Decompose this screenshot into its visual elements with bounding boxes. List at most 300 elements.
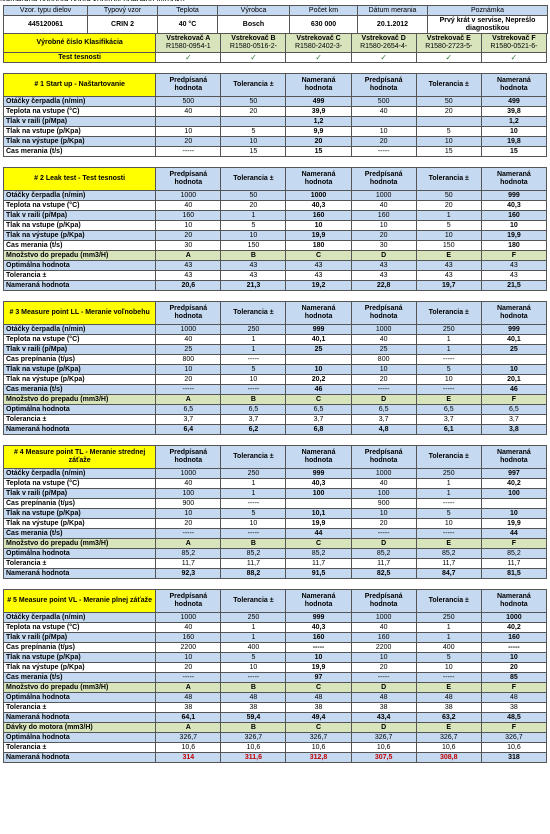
value-cell: 25	[156, 345, 221, 355]
value-cell: 250	[416, 613, 481, 623]
injector-header-cell	[221, 34, 286, 53]
row-label: Tlak na vstupe (p/Kpa)	[4, 365, 156, 375]
value-cell: 19,9	[286, 663, 351, 673]
value-cell: 20	[156, 663, 221, 673]
info-header-row	[4, 6, 548, 16]
optimal-value: 48	[286, 693, 351, 703]
value-cell: 40,1	[286, 335, 351, 345]
value-cell: 20	[221, 201, 286, 211]
column-header: Nameraná hodnota	[286, 590, 351, 613]
value-cell: 20	[351, 519, 416, 529]
value-cell: 20,2	[286, 375, 351, 385]
measured-value: 84,7	[416, 569, 481, 579]
dose-optimal-row	[4, 733, 547, 743]
row-label: Tlak v raili (p/Mpa)	[4, 633, 156, 643]
measurement-row	[4, 519, 547, 529]
flow-optimal-row	[4, 549, 547, 559]
value-cell: 999	[481, 325, 546, 335]
optimal-value: 85,2	[481, 549, 546, 559]
value-cell: 10	[416, 663, 481, 673]
measurement-row	[4, 479, 547, 489]
value-cell: 40	[156, 201, 221, 211]
value-cell: 20	[351, 231, 416, 241]
injector-letter: C	[286, 683, 351, 693]
injector-code: R1580-0954-1	[165, 43, 211, 50]
spacer-cell	[416, 579, 481, 590]
value-cell: 900	[351, 499, 416, 509]
column-header: Predpísaná hodnota	[351, 590, 416, 613]
value-cell: 46	[481, 385, 546, 395]
injector-name: Vstrekovač A	[166, 35, 211, 42]
row-label: Čas merania (t/s)	[4, 147, 156, 157]
spacer-cell	[156, 435, 221, 446]
spacer-cell	[286, 63, 351, 74]
injector-letter: B	[221, 683, 286, 693]
column-header: Predpísaná hodnota	[351, 302, 416, 325]
row-label: Teplota na vstupe (°C)	[4, 479, 156, 489]
column-header: Nameraná hodnota	[481, 590, 546, 613]
leak-test-check-row	[4, 53, 547, 63]
measured-value: 6,8	[286, 425, 351, 435]
injector-code: R1580-2654-4-	[360, 43, 408, 50]
value-cell: 1000	[351, 191, 416, 201]
column-header: Predpísaná hodnota	[351, 168, 416, 191]
section-header-row	[4, 590, 547, 613]
spacer-cell	[481, 291, 546, 302]
spacer-cell	[221, 291, 286, 302]
measured-value: 4,8	[351, 425, 416, 435]
value-cell: 1000	[156, 613, 221, 623]
flow-letter-row	[4, 251, 547, 261]
injector-letter: D	[351, 723, 416, 733]
section-header-row	[4, 446, 547, 469]
value-cell: 10	[221, 231, 286, 241]
value-cell: 20	[351, 137, 416, 147]
value-cell: 999	[286, 613, 351, 623]
info-value-cell: 20.1.2012	[358, 16, 428, 34]
flow-letter-row	[4, 683, 547, 693]
measurement-row	[4, 499, 547, 509]
spacer-cell	[221, 63, 286, 74]
row-label: Tlak na výstupe (p/Kpa)	[4, 375, 156, 385]
column-header: Tolerancia ±	[416, 74, 481, 97]
optimal-value: 48	[221, 693, 286, 703]
optimal-value: 48	[351, 693, 416, 703]
optimal-value: 43	[416, 261, 481, 271]
measured-value: 308,8	[416, 753, 481, 763]
tolerance-label: Tolerancia ±	[4, 559, 156, 569]
value-cell: -----	[221, 355, 286, 365]
optimal-label: Optimálna hodnota	[4, 405, 156, 415]
value-cell: 10	[416, 519, 481, 529]
flow-measured-row	[4, 713, 547, 723]
spacer-cell	[481, 157, 546, 168]
info-value-cell: Prvý krát v servise, Nepreślo diagnostikou	[428, 16, 548, 34]
spacer-cell	[351, 291, 416, 302]
section-spacer	[4, 435, 547, 446]
value-cell: 499	[286, 97, 351, 107]
value-cell: 39,8	[481, 107, 546, 117]
value-cell: 20	[351, 375, 416, 385]
value-cell: 40	[156, 335, 221, 345]
column-header: Nameraná hodnota	[481, 168, 546, 191]
value-cell: 1	[221, 623, 286, 633]
measured-value: 64,1	[156, 713, 221, 723]
value-cell: 5	[416, 653, 481, 663]
spacer-cell	[351, 157, 416, 168]
value-cell: -----	[221, 673, 286, 683]
tolerance-value: 38	[481, 703, 546, 713]
value-cell: 10	[156, 127, 221, 137]
classification-label: Výrobné číslo Klasifikácia	[4, 34, 156, 53]
measured-label: Nameraná hodnota	[4, 753, 156, 763]
info-value-cell: CRIN 2	[88, 16, 158, 34]
value-cell: 2200	[156, 643, 221, 653]
measurement-row	[4, 325, 547, 335]
optimal-value: 85,2	[286, 549, 351, 559]
tolerance-value: 43	[221, 271, 286, 281]
spacer-cell	[221, 157, 286, 168]
value-cell: 10	[156, 509, 221, 519]
injector-letter: A	[156, 395, 221, 405]
value-cell: 39,9	[286, 107, 351, 117]
measured-value: 314	[156, 753, 221, 763]
tolerance-value: 3,7	[221, 415, 286, 425]
measurement-row	[4, 509, 547, 519]
value-cell: 40,3	[286, 623, 351, 633]
row-label: Tlak na výstupe (p/Kpa)	[4, 137, 156, 147]
value-cell: 20	[286, 137, 351, 147]
report-title	[0, 0, 550, 1]
injector-letter: C	[286, 723, 351, 733]
dose-tolerance-row	[4, 743, 547, 753]
value-cell: 5	[221, 365, 286, 375]
value-cell: 10	[286, 653, 351, 663]
value-cell: 1	[416, 489, 481, 499]
tolerance-value: 43	[156, 271, 221, 281]
value-cell: 46	[286, 385, 351, 395]
value-cell: 40,2	[481, 479, 546, 489]
value-cell: 160	[156, 211, 221, 221]
value-cell: 900	[156, 499, 221, 509]
value-cell: 20	[221, 107, 286, 117]
flow-tolerance-row	[4, 703, 547, 713]
value-cell: 10	[351, 509, 416, 519]
column-header: Tolerancia ±	[416, 302, 481, 325]
value-cell: 999	[286, 469, 351, 479]
row-label: Tlak v raili (p/Mpa)	[4, 211, 156, 221]
injector-name: Vstrekovač C	[296, 35, 341, 42]
row-label: Tlak na vstupe (p/Kpa)	[4, 509, 156, 519]
injector-letter: D	[351, 251, 416, 261]
injector-letter: D	[351, 539, 416, 549]
measured-value: 59,4	[221, 713, 286, 723]
flow-letter-row	[4, 395, 547, 405]
info-header-cell: Počet km	[290, 6, 358, 16]
optimal-value: 43	[221, 261, 286, 271]
measured-label: Nameraná hodnota	[4, 713, 156, 723]
value-cell: -----	[156, 529, 221, 539]
column-header: Predpísaná hodnota	[351, 74, 416, 97]
tolerance-value: 10,6	[351, 743, 416, 753]
value-cell: 10	[156, 221, 221, 231]
injector-letter: F	[481, 723, 546, 733]
tolerance-value: 3,7	[481, 415, 546, 425]
column-header: Tolerancia ±	[221, 446, 286, 469]
injector-letter: D	[351, 683, 416, 693]
optimal-value: 85,2	[351, 549, 416, 559]
measured-value: 63,2	[416, 713, 481, 723]
value-cell: 250	[221, 613, 286, 623]
value-cell: 500	[156, 97, 221, 107]
measurement-row	[4, 355, 547, 365]
column-header: Nameraná hodnota	[481, 74, 546, 97]
value-cell: 1	[221, 479, 286, 489]
tolerance-label: Tolerancia ±	[4, 703, 156, 713]
row-label: Čas merania (t/s)	[4, 241, 156, 251]
value-cell	[481, 355, 546, 365]
injector-letter: B	[221, 539, 286, 549]
value-cell: 1000	[156, 469, 221, 479]
tolerance-value: 43	[481, 271, 546, 281]
flow-tolerance-row	[4, 559, 547, 569]
value-cell: 40	[156, 623, 221, 633]
measured-value: 3,8	[481, 425, 546, 435]
value-cell: 1	[416, 211, 481, 221]
measurement-row	[4, 127, 547, 137]
flow-optimal-row	[4, 693, 547, 703]
column-header: Predpísaná hodnota	[156, 74, 221, 97]
measured-value: 21,5	[481, 281, 546, 291]
value-cell: 40,2	[481, 623, 546, 633]
injector-letter: F	[481, 395, 546, 405]
value-cell: 40	[351, 201, 416, 211]
row-label: Čas merania (t/s)	[4, 529, 156, 539]
measured-label: Nameraná hodnota	[4, 425, 156, 435]
measurement-row	[4, 673, 547, 683]
column-header: Predpísaná hodnota	[156, 302, 221, 325]
value-cell: 5	[221, 653, 286, 663]
value-cell: 5	[416, 221, 481, 231]
value-cell: 1	[221, 633, 286, 643]
spacer-cell	[351, 579, 416, 590]
row-label: Tlak na výstupe (p/Kpa)	[4, 519, 156, 529]
value-cell: -----	[351, 385, 416, 395]
value-cell: -----	[416, 355, 481, 365]
value-cell: 1000	[286, 191, 351, 201]
value-cell: 30	[351, 241, 416, 251]
optimal-label: Optimálna hodnota	[4, 549, 156, 559]
value-cell: 19,9	[286, 231, 351, 241]
measured-value: 19,2	[286, 281, 351, 291]
injector-header-cell	[416, 34, 481, 53]
spacer-cell	[156, 291, 221, 302]
value-cell: 160	[286, 633, 351, 643]
value-cell: 40	[351, 479, 416, 489]
value-cell: -----	[156, 385, 221, 395]
spacer-cell	[351, 63, 416, 74]
measured-value: 82,5	[351, 569, 416, 579]
value-cell: -----	[156, 147, 221, 157]
measured-value: 81,5	[481, 569, 546, 579]
dose-label: Dávky do motora (mm3/H)	[4, 723, 156, 733]
row-label: Tlak v raili (p/Mpa)	[4, 489, 156, 499]
column-header: Nameraná hodnota	[286, 168, 351, 191]
value-cell: 10	[156, 365, 221, 375]
check-icon: ✓	[481, 53, 546, 63]
measured-value: 6,4	[156, 425, 221, 435]
tolerance-value: 11,7	[286, 559, 351, 569]
value-cell: 20	[351, 663, 416, 673]
injector-header-cell	[481, 34, 546, 53]
value-cell: 1	[221, 345, 286, 355]
value-cell: 10	[351, 127, 416, 137]
column-header: Predpísaná hodnota	[156, 590, 221, 613]
value-cell: 44	[481, 529, 546, 539]
value-cell: 999	[481, 191, 546, 201]
row-label: Teplota na vstupe (°C)	[4, 335, 156, 345]
flow-label: Množstvo do prepadu (mm3/H)	[4, 395, 156, 405]
column-header: Nameraná hodnota	[286, 302, 351, 325]
spacer-cell	[4, 579, 156, 590]
section-title: # 4 Measure point TL - Meranie strednej záťaže	[4, 446, 156, 469]
row-label: Tlak v raili (p/Mpa)	[4, 117, 156, 127]
optimal-value: 6,5	[481, 405, 546, 415]
measurement-row	[4, 663, 547, 673]
value-cell: -----	[286, 643, 351, 653]
tolerance-label: Tolerancia ±	[4, 271, 156, 281]
check-icon: ✓	[286, 53, 351, 63]
value-cell: 5	[221, 221, 286, 231]
optimal-value: 85,2	[221, 549, 286, 559]
spacer-cell	[416, 435, 481, 446]
flow-optimal-row	[4, 261, 547, 271]
tolerance-value: 38	[221, 703, 286, 713]
measured-label: Nameraná hodnota	[4, 281, 156, 291]
measurement-row	[4, 469, 547, 479]
spacer-cell	[416, 291, 481, 302]
value-cell: 160	[351, 633, 416, 643]
value-cell: 15	[221, 147, 286, 157]
value-cell: 20	[481, 663, 546, 673]
value-cell: -----	[156, 673, 221, 683]
column-header: Nameraná hodnota	[286, 74, 351, 97]
measurement-row	[4, 489, 547, 499]
spacer-cell	[416, 157, 481, 168]
value-cell: -----	[221, 529, 286, 539]
value-cell: 20	[156, 375, 221, 385]
value-cell: -----	[221, 499, 286, 509]
check-icon: ✓	[156, 53, 221, 63]
row-label: Tlak na vstupe (p/Kpa)	[4, 127, 156, 137]
value-cell: 20	[416, 201, 481, 211]
injector-letter: E	[416, 539, 481, 549]
value-cell: 160	[481, 211, 546, 221]
tolerance-value: 38	[156, 703, 221, 713]
optimal-value: 85,2	[416, 549, 481, 559]
value-cell: 40,3	[481, 201, 546, 211]
measurement-row	[4, 137, 547, 147]
value-cell: 15	[286, 147, 351, 157]
value-cell: 10	[286, 365, 351, 375]
measurement-row	[4, 191, 547, 201]
value-cell: 5	[416, 365, 481, 375]
value-cell: 160	[156, 633, 221, 643]
value-cell: 20	[156, 137, 221, 147]
value-cell: 40	[351, 335, 416, 345]
tolerance-value: 43	[351, 271, 416, 281]
value-cell: 1	[221, 335, 286, 345]
injector-header-cell	[351, 34, 416, 53]
row-label: Tlak na výstupe (p/Kpa)	[4, 663, 156, 673]
dose-measured-row	[4, 753, 547, 763]
flow-tolerance-row	[4, 415, 547, 425]
injector-code: R1580-2723-5-	[425, 43, 473, 50]
value-cell: 1,2	[481, 117, 546, 127]
spacer-cell	[351, 435, 416, 446]
value-cell: 150	[416, 241, 481, 251]
value-cell: 10	[221, 137, 286, 147]
injector-name: Vstrekovač B	[231, 35, 276, 42]
value-cell: 100	[351, 489, 416, 499]
measured-value: 311,6	[221, 753, 286, 763]
value-cell: 160	[351, 211, 416, 221]
injector-letter: E	[416, 723, 481, 733]
injector-header-cell	[156, 34, 221, 53]
value-cell: 800	[351, 355, 416, 365]
section-title: # 1 Start up - Naštartovanie	[4, 74, 156, 97]
measured-value: 92,3	[156, 569, 221, 579]
spacer-cell	[156, 63, 221, 74]
optimal-value: 6,5	[156, 405, 221, 415]
value-cell	[416, 117, 481, 127]
injector-code: R1580-2402-3-	[294, 43, 343, 50]
measured-value: 48,5	[481, 713, 546, 723]
flow-tolerance-row	[4, 271, 547, 281]
value-cell	[286, 355, 351, 365]
row-label: Čas prepínania (t/µs)	[4, 643, 156, 653]
value-cell: 9,9	[286, 127, 351, 137]
optimal-value: 6,5	[286, 405, 351, 415]
spacer-cell	[286, 291, 351, 302]
value-cell: -----	[416, 529, 481, 539]
info-table	[3, 5, 548, 34]
injector-name: Vstrekovač F	[492, 35, 536, 42]
spacer-cell	[286, 157, 351, 168]
value-cell: 10	[416, 231, 481, 241]
value-cell: 10	[481, 127, 546, 137]
section-title: # 2 Leak test - Test tesnosti	[4, 168, 156, 191]
value-cell: 250	[221, 469, 286, 479]
value-cell: 10	[481, 509, 546, 519]
injector-letter: A	[156, 723, 221, 733]
injector-letter: A	[156, 539, 221, 549]
measured-value: 43,4	[351, 713, 416, 723]
value-cell: 50	[221, 191, 286, 201]
value-cell: 160	[286, 211, 351, 221]
measurement-row	[4, 633, 547, 643]
tolerance-value: 3,7	[351, 415, 416, 425]
row-label: Čas prepínania (t/µs)	[4, 355, 156, 365]
measured-value: 19,7	[416, 281, 481, 291]
row-label: Čas merania (t/s)	[4, 385, 156, 395]
column-header: Predpísaná hodnota	[351, 446, 416, 469]
tolerance-value: 11,7	[221, 559, 286, 569]
info-header-cell: Výrobca	[218, 6, 290, 16]
measurement-row	[4, 345, 547, 355]
measured-value: 312,8	[286, 753, 351, 763]
value-cell: 180	[286, 241, 351, 251]
